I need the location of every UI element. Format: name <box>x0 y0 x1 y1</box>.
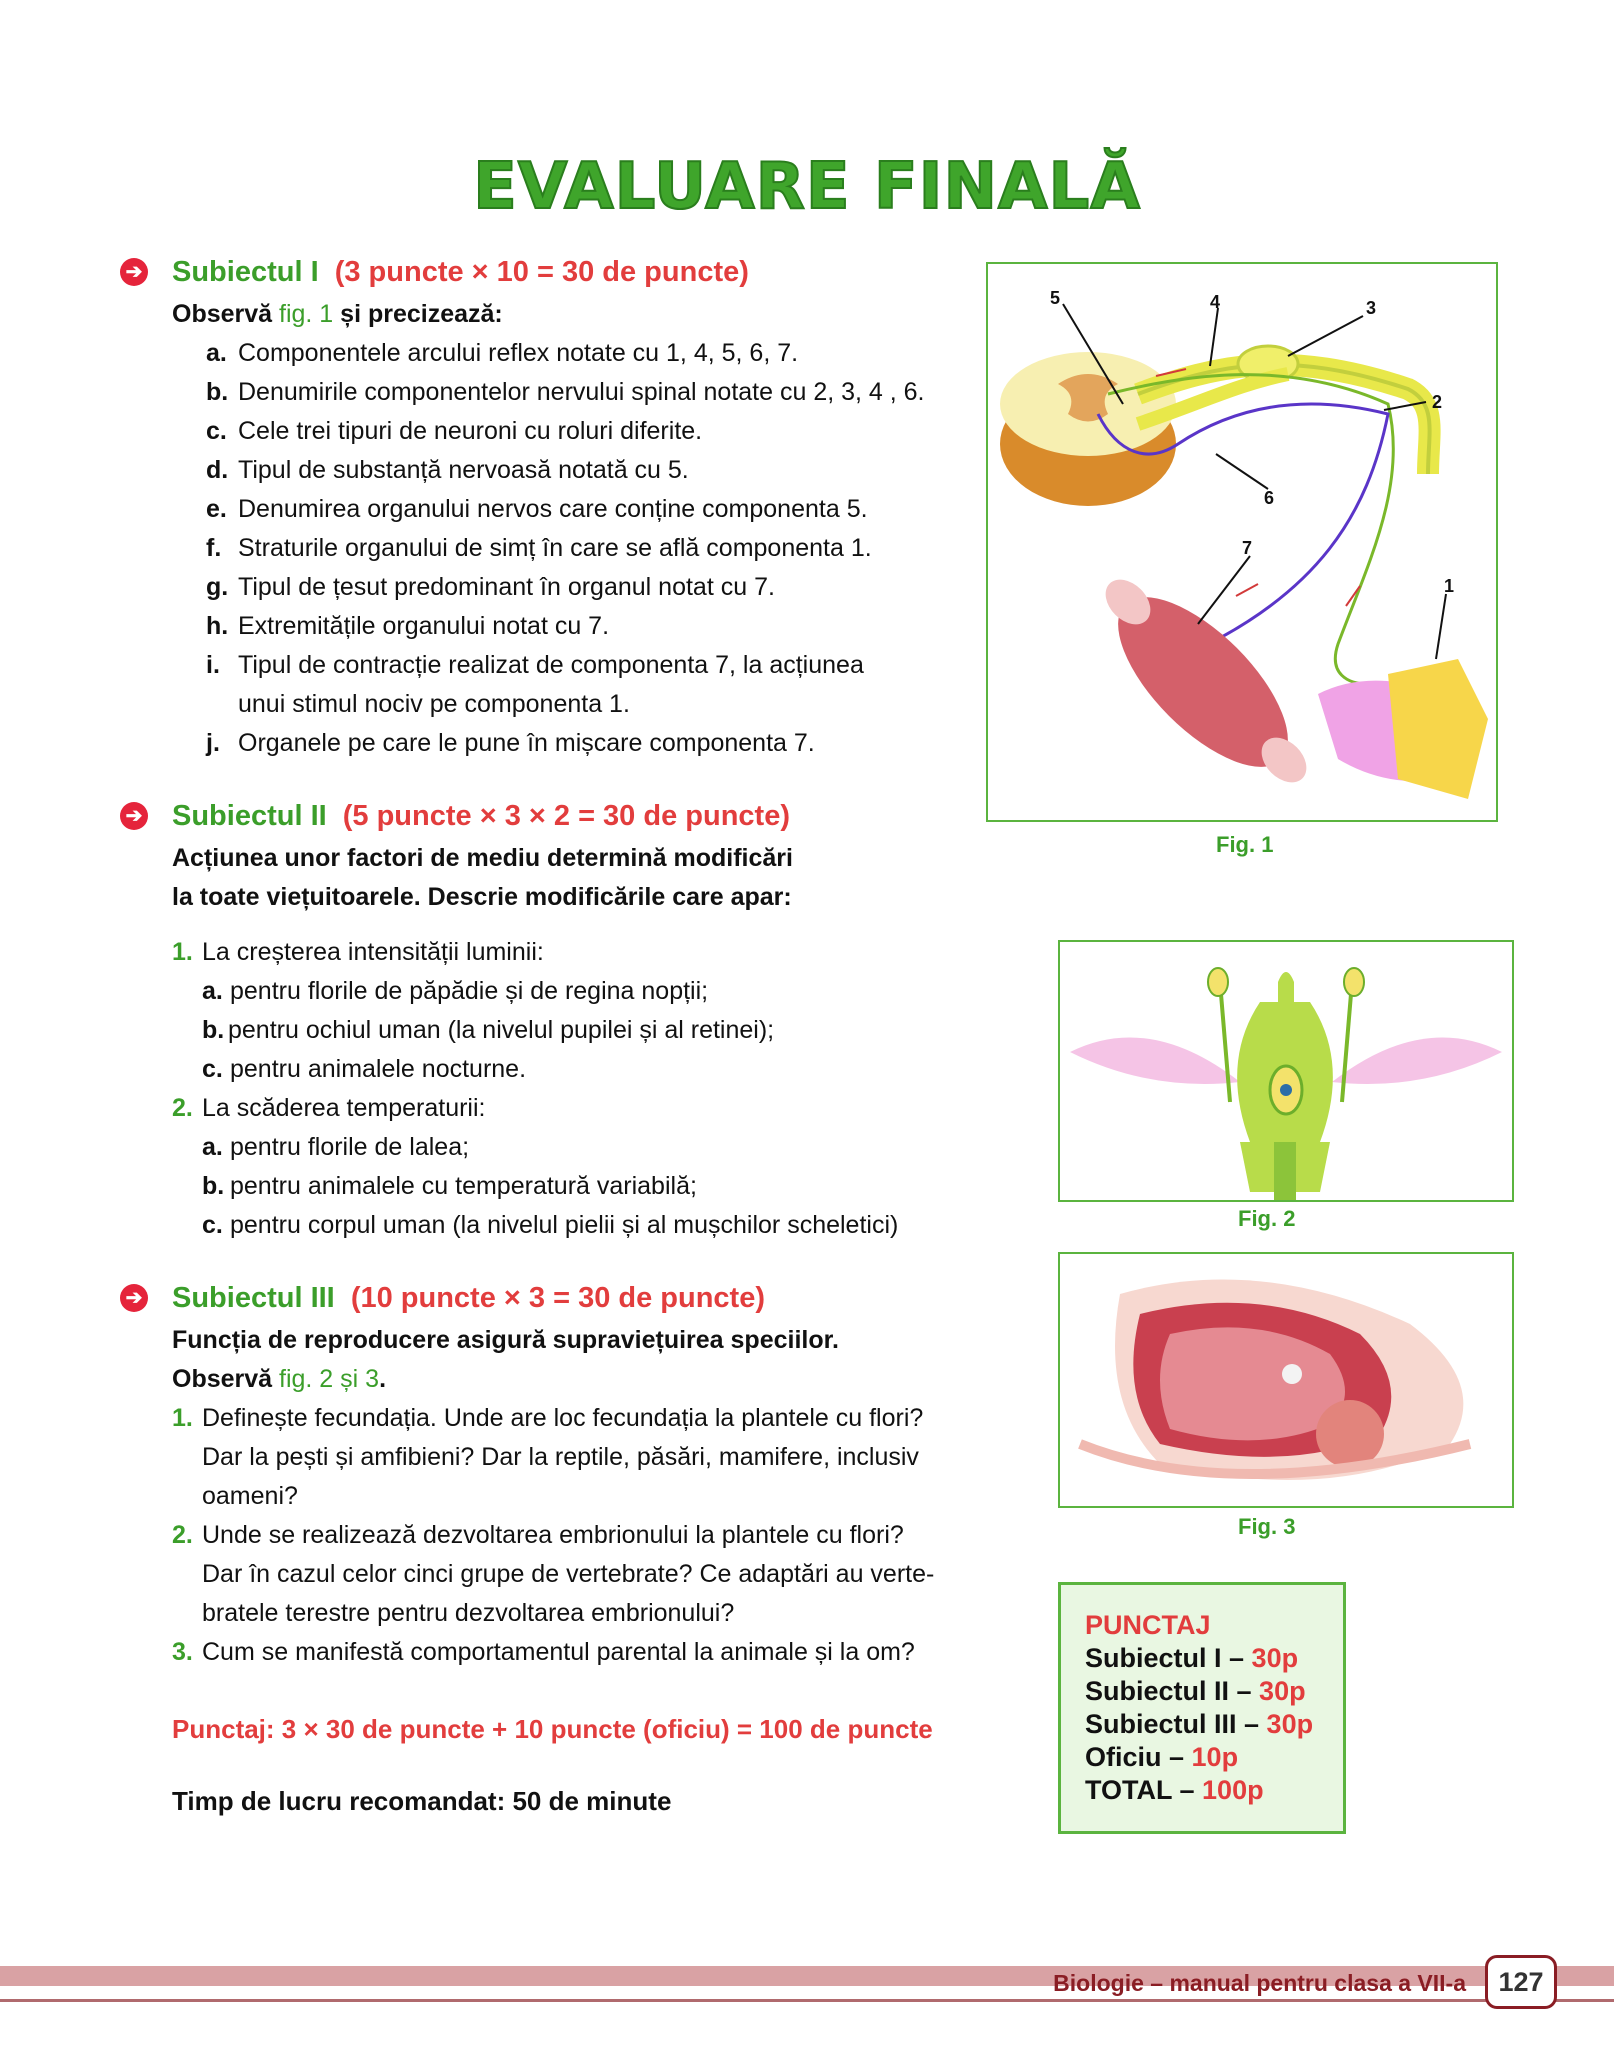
subject3-lead-line1: Funcția de reproducere asigură supraviețuirea speciilor. <box>172 1326 839 1354</box>
subject1-item: a. Componentele arcului reflex notate cu 1, 4, 5, 6, 7. <box>206 339 799 367</box>
subject2-q1-item: c. pentru animalele nocturne. <box>202 1055 527 1083</box>
subject1-lead-fig: fig. 1 <box>279 300 334 328</box>
footer-divider <box>0 1999 1614 2002</box>
figure-3-caption: Fig. 3 <box>1238 1514 1296 1539</box>
score-summary-box <box>1058 1582 1346 1834</box>
page-number: 127 <box>1485 1955 1557 2009</box>
subject1-item: g. Tipul de țesut predominant în organul notat cu 7. <box>206 573 775 601</box>
figure-2-flower <box>1058 940 1514 1202</box>
score-row: Subiectul I – 30p <box>1085 1643 1299 1673</box>
embryo-section-illustration <box>1060 1254 1512 1506</box>
subject2-q1-item: a. pentru florile de păpădie și de regina nopții; <box>202 977 709 1005</box>
subject3-heading <box>172 1282 765 1315</box>
figure-1-reflex-arc <box>986 262 1498 822</box>
figure-1-caption: Fig. 1 <box>1216 832 1274 857</box>
subject1-item: unui stimul nociv pe componenta 1. <box>238 690 630 718</box>
subject3-lead-line2: Observă fig. 2 și 3. <box>172 1365 387 1393</box>
subject3-question: 2. Unde se realizează dezvoltarea embrionului la plantele cu flori? <box>172 1521 904 1549</box>
subject3-question-cont: oameni? <box>202 1482 298 1510</box>
recommended-time: Timp de lucru recomandat: 50 de minute <box>172 1786 672 1816</box>
subject2-points: (5 puncte × 3 × 2 = 30 de puncte) <box>342 800 790 832</box>
subject2-lead-line1: Acțiunea unor factori de mediu determină modificări <box>172 844 793 872</box>
score-heading: PUNCTAJ <box>1085 1610 1211 1640</box>
subject2-q1-item: b. pentru ochiul uman (la nivelul pupilei și al retinei); <box>202 1016 775 1044</box>
subject2-q2-item: a. pentru florile de lalea; <box>202 1133 470 1161</box>
subject2-q2-item: c. pentru corpul uman (la nivelul pielii și al mușchilor scheletici) <box>202 1211 899 1239</box>
arrow-right-icon: ➔ <box>120 258 148 286</box>
subject3-points: (10 puncte × 3 = 30 de puncte) <box>350 1282 765 1314</box>
subject3-question-cont: Dar în cazul celor cinci grupe de vertebrate? Ce adaptări au verte- <box>202 1560 935 1588</box>
subject1-item: j. Organele pe care le pune în mișcare componenta 7. <box>206 729 815 757</box>
fig1-label: 1 <box>1444 576 1455 596</box>
arrow-right-icon: ➔ <box>120 802 148 830</box>
subject3-name: Subiectul III <box>172 1282 335 1314</box>
subject2-question2: 2. La scăderea temperaturii: <box>172 1094 486 1122</box>
subject1-item: h. Extremitățile organului notat cu 7. <box>206 612 610 640</box>
figure-2-caption: Fig. 2 <box>1238 1206 1296 1231</box>
fig1-label: 4 <box>1210 292 1221 312</box>
fig1-label: 3 <box>1366 298 1377 318</box>
subject3-question: 3. Cum se manifestă comportamentul parental la animale și la om? <box>172 1638 915 1666</box>
subject2-name: Subiectul II <box>172 800 327 832</box>
page-title: EVALUARE FINALĂ <box>473 150 1141 224</box>
subject2-q2-item: b. pentru animalele cu temperatură variabilă; <box>202 1172 697 1200</box>
subject2-heading <box>172 800 790 833</box>
subject1-lead-b: și precizează: <box>340 300 503 328</box>
punctaj-summary: Punctaj: 3 × 30 de puncte + 10 puncte (oficiu) = 100 de puncte <box>172 1714 933 1744</box>
fig1-label: 6 <box>1264 488 1275 508</box>
reflex-arc-illustration <box>988 264 1496 820</box>
fig1-label: 5 <box>1050 288 1061 308</box>
subject1-lead <box>172 300 503 329</box>
footer-book-title: Biologie – manual pentru clasa a VII-a <box>1053 1970 1466 1996</box>
score-row: Subiectul III – 30p <box>1085 1709 1314 1739</box>
subject3-question-cont: bratele terestre pentru dezvoltarea embrionului? <box>202 1599 735 1627</box>
subject2-lead-line2: la toate viețuitoarele. Descrie modificările care apar: <box>172 883 792 911</box>
subject1-item: e. Denumirea organului nervos care conține componenta 5. <box>206 495 868 523</box>
subject3-question-cont: Dar la pești și amfibieni? Dar la reptile, păsări, mamifere, inclusiv <box>202 1443 919 1471</box>
subject1-item: i. Tipul de contracție realizat de componenta 7, la acțiunea <box>206 651 864 679</box>
figure-3-embryo <box>1058 1252 1514 1508</box>
subject3-question: 1. Definește fecundația. Unde are loc fecundația la plantele cu flori? <box>172 1404 924 1432</box>
subject1-lead-a: Observă <box>172 300 273 328</box>
subject1-item: d. Tipul de substanță nervoasă notată cu 5. <box>206 456 689 484</box>
subject1-points: (3 puncte × 10 = 30 de puncte) <box>334 256 749 288</box>
fig1-label: 2 <box>1432 392 1443 412</box>
subject1-name: Subiectul I <box>172 256 319 288</box>
subject1-item: c. Cele trei tipuri de neuroni cu roluri diferite. <box>206 417 703 445</box>
score-row: Oficiu – 10p <box>1085 1742 1239 1772</box>
arrow-right-icon: ➔ <box>120 1284 148 1312</box>
subject1-item: b. Denumirile componentelor nervului spinal notate cu 2, 3, 4 , 6. <box>206 378 925 406</box>
subject1-heading <box>172 256 749 289</box>
subject2-question1: 1. La creșterea intensității luminii: <box>172 938 544 966</box>
flower-section-illustration <box>1060 942 1512 1200</box>
score-row: Subiectul II – 30p <box>1085 1676 1306 1706</box>
subject1-item: f. Straturile organului de simț în care se află componenta 1. <box>206 534 872 562</box>
fig1-label: 7 <box>1242 538 1253 558</box>
score-row: TOTAL – 100p <box>1085 1775 1264 1805</box>
